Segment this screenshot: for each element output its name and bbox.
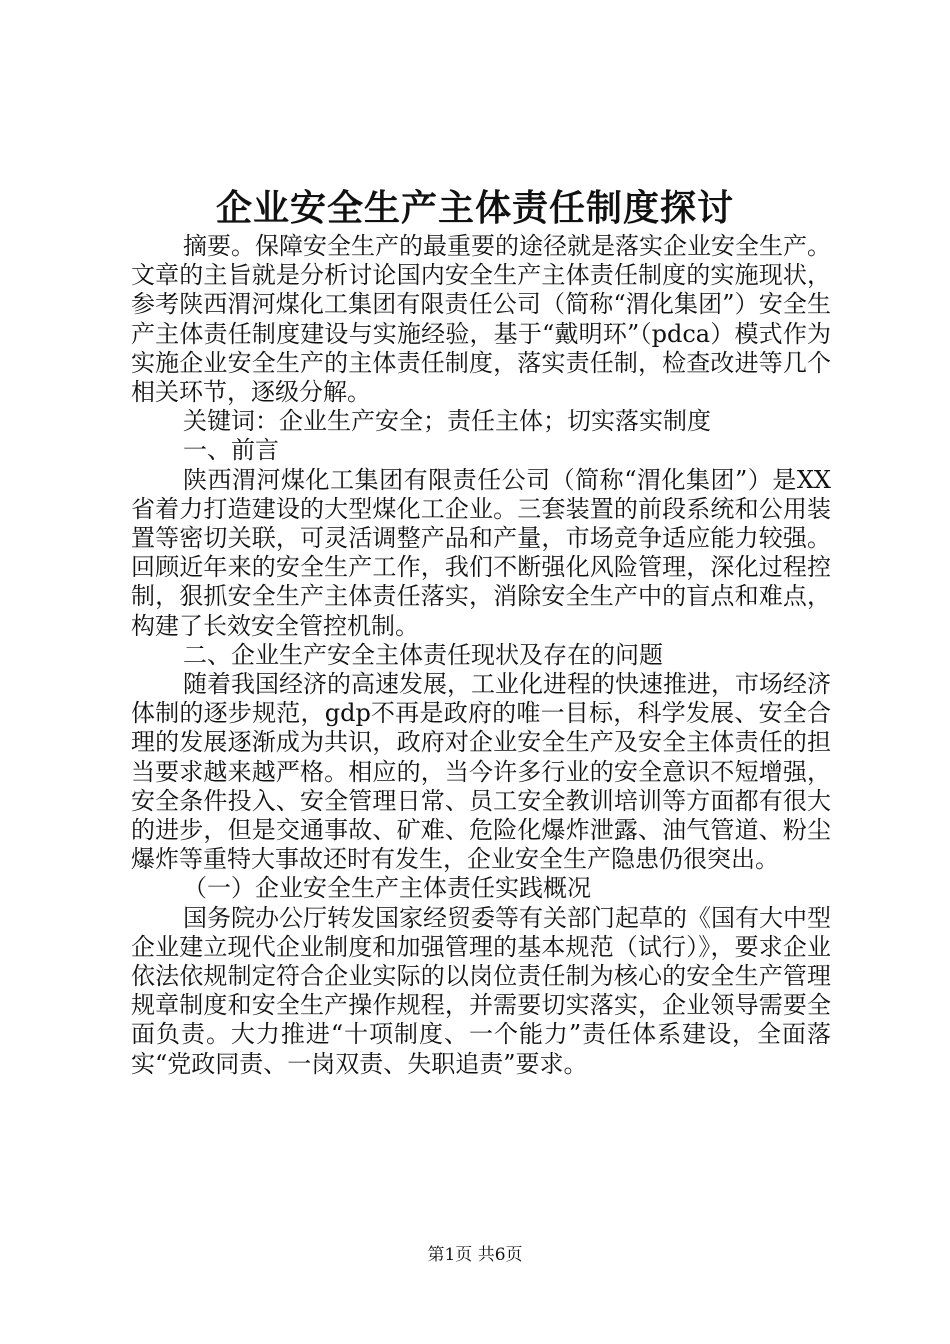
intro-paragraph: 陕西渭河煤化工集团有限责任公司（简称“渭化集团”）是XX省着力打造建设的大型煤化工企业。三套装置的前段系统和公用装置等密切关联，可灵活调整产品和产量，市场竞争适应能力较强。回顾近年来的安全生产工作，我们不断强化风险管理，深化过程控制，狠抓安全生产主体责任落实，消除安全生产中的盲点和难点，构建了长效安全管控机制。 xyxy=(131,465,831,640)
document-body xyxy=(131,232,831,1079)
practice-paragraph: 国务院办公厅转发国家经贸委等有关部门起草的《国有大中型企业建立现代企业制度和加强管理的基本规范（试行）》，要求企业依法依规制定符合企业实际的以岗位责任制为核心的安全生产管理规章制度和安全生产操作规程，并需要切实落实，企业领导需要全面负责。大力推进“十项制度、一个能力”责任体系建设，全面落实“党政同责、一岗双责、失职追责”要求。 xyxy=(131,903,831,1078)
keywords-paragraph: 关键词：企业生产安全；责任主体；切实落实制度 xyxy=(183,407,711,436)
section-heading-1: 一、前言 xyxy=(183,436,279,465)
abstract-paragraph: 摘要。保障安全生产的最重要的途径就是落实企业安全生产。文章的主旨就是分析讨论国内安全生产主体责任制度的实施现状，参考陕西渭河煤化工集团有限责任公司（简称“渭化集团”）安全生产主体责任制度建设与实施经验，基于“戴明环”（pdca）模式作为实施企业安全生产的主体责任制度，落实责任制，检查改进等几个相关环节，逐级分解。 xyxy=(131,232,831,407)
section-heading-2: 二、企业生产安全主体责任现状及存在的问题 xyxy=(183,640,663,669)
page-number-footer: 第1页 共6页 xyxy=(427,1245,523,1265)
status-paragraph: 随着我国经济的高速发展，工业化进程的快速推进，市场经济体制的逐步规范，gdp不再是政府的唯一目标，科学发展、安全合理的发展逐渐成为共识，政府对企业安全生产及安全主体责任的担当要求越来越严格。相应的，当今许多行业的安全意识不短增强，安全条件投入、安全管理日常、员工安全教训培训等方面都有很大的进步，但是交通事故、矿难、危险化爆炸泄露、油气管道、粉尘爆炸等重特大事故还时有发生，企业安全生产隐患仍很突出。 xyxy=(131,670,831,874)
subsection-heading-1: （一）企业安全生产主体责任实践概况 xyxy=(183,874,591,903)
document-title: 企业安全生产主体责任制度探讨 xyxy=(215,187,734,229)
